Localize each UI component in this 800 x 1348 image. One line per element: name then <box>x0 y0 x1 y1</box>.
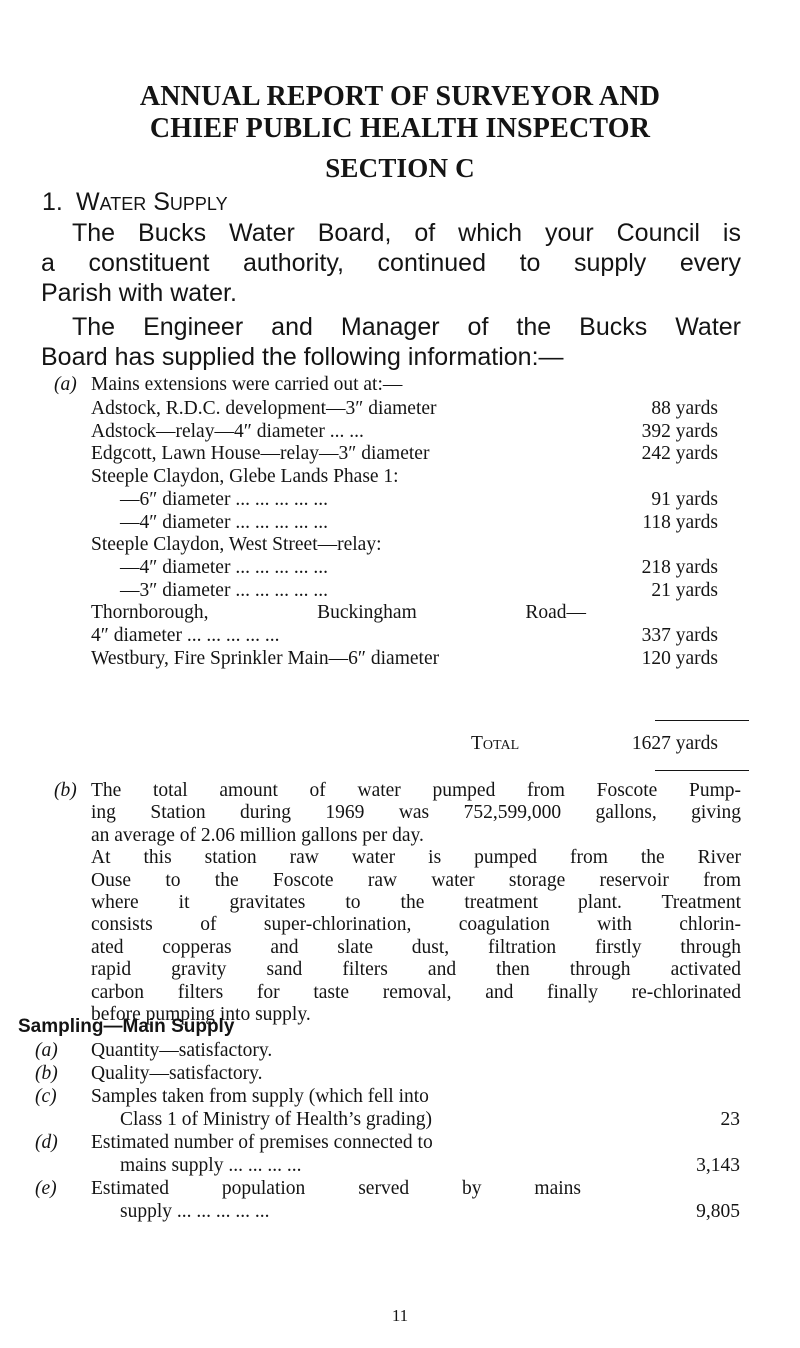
sampling-marker: (c) <box>35 1086 57 1107</box>
sampling-marker: (b) <box>35 1063 58 1084</box>
mains-row-label: Westbury, Fire Sprinkler Main—6″ diameter <box>91 647 440 669</box>
pumping-line: rapid gravity sand filters and then through activated <box>91 959 741 981</box>
report-title-line2: CHIEF PUBLIC HEALTH INSPECTOR <box>149 113 651 144</box>
intro-line: Parish with water. <box>41 279 237 307</box>
sampling-text-cont: Class 1 of Ministry of Health’s grading) <box>120 1109 432 1130</box>
pumping-line: The total amount of water pumped from Foscote Pump- <box>91 780 741 801</box>
total-rule-bottom <box>655 770 749 771</box>
sampling-text: Estimated population served by mains <box>91 1178 581 1199</box>
report-title-line1: ANNUAL REPORT OF SURVEYOR AND <box>139 81 661 112</box>
sampling-text-cont: mains supply ... ... ... ... <box>120 1155 302 1176</box>
mains-row-value: 91 yards <box>651 488 718 510</box>
mains-row-value: 88 yards <box>651 398 718 419</box>
pumping-line: Ouse to the Foscote raw water storage reservoir from <box>91 869 741 891</box>
mains-row-label: Steeple Claydon, West Street—relay: <box>91 534 382 556</box>
sampling-value: 23 <box>720 1109 740 1130</box>
mains-row-label: —3″ diameter ... ... ... ... ... <box>120 579 328 601</box>
mains-intro: Mains extensions were carried out at:— <box>91 374 403 395</box>
mains-row-label: —6″ diameter ... ... ... ... ... <box>120 488 328 510</box>
mains-row-label: 4″ diameter ... ... ... ... ... <box>91 625 280 646</box>
pumping-line: ated copperas and slate dust, filtration firstly through <box>91 936 741 958</box>
mains-row-label: —4″ diameter ... ... ... ... ... <box>120 556 328 578</box>
mains-row-value: 21 yards <box>651 579 718 601</box>
mains-row-label: —4″ diameter ... ... ... ... ... <box>120 511 328 533</box>
mains-marker: (a) <box>54 374 77 395</box>
mains-row-label: Edgcott, Lawn House—relay—3″ diameter <box>91 443 430 465</box>
water-supply-number: 1. <box>42 188 63 216</box>
pumping-line: carbon filters for taste removal, and finally re-chlorinated <box>91 981 741 1003</box>
pumping-line: At this station raw water is pumped from the River <box>91 847 741 869</box>
mains-row-value: 392 yards <box>641 420 718 442</box>
sampling-value: 9,805 <box>696 1201 740 1222</box>
mains-row-label: Steeple Claydon, Glebe Lands Phase 1: <box>91 466 399 488</box>
mains-row-value: 120 yards <box>641 647 718 669</box>
sampling-heading: Sampling—Main Supply <box>18 1016 235 1037</box>
page-number: 11 <box>391 1306 409 1325</box>
mains-row-label: Adstock, R.D.C. development—3″ diameter <box>91 398 437 419</box>
pumping-line: where it gravitates to the treatment plant. Treatment <box>91 892 741 913</box>
pumping-line: an average of 2.06 million gallons per day. <box>91 824 424 846</box>
water-supply-heading: Water Supply <box>76 188 228 216</box>
sampling-text: Samples taken from supply (which fell into <box>91 1086 429 1107</box>
total-rule-top <box>655 720 749 721</box>
pumping-marker: (b) <box>54 780 77 801</box>
sampling-text: Quantity—satisfactory. <box>91 1040 273 1061</box>
sampling-text: Quality—satisfactory. <box>91 1063 263 1084</box>
total-value: 1627 yards <box>631 733 718 754</box>
sampling-text: Estimated number of premises connected to <box>91 1132 433 1153</box>
mains-row-value: 218 yards <box>641 556 718 578</box>
total-label: Total <box>471 733 520 754</box>
sampling-marker: (d) <box>35 1132 58 1153</box>
intro-line: a constituent authority, continued to supply every <box>41 249 741 277</box>
engineer-line: Board has supplied the following information:— <box>41 343 564 371</box>
intro-paragraph <box>41 218 741 308</box>
pumping-line: before pumping into supply. <box>91 1004 311 1025</box>
engineer-paragraph <box>41 312 741 372</box>
pumping-line: ing Station during 1969 was 752,599,000 gallons, giving <box>91 802 741 824</box>
sampling-marker: (e) <box>35 1178 57 1199</box>
intro-line: The Bucks Water Board, of which your Council is <box>72 219 741 247</box>
engineer-line: The Engineer and Manager of the Bucks Water <box>72 313 741 341</box>
mains-row-value: 242 yards <box>641 443 718 465</box>
mains-row-label: Thornborough, Buckingham Road— <box>91 602 586 624</box>
sampling-value: 3,143 <box>696 1155 740 1176</box>
sampling-marker: (a) <box>35 1040 58 1061</box>
mains-row-value: 118 yards <box>642 511 718 533</box>
sampling-text-cont: supply ... ... ... ... ... <box>120 1201 270 1222</box>
mains-row-value: 337 yards <box>641 625 718 646</box>
mains-row-label: Adstock—relay—4″ diameter ... ... <box>91 420 364 442</box>
section-heading: SECTION C <box>325 153 475 183</box>
pumping-line: consists of super-chlorination, coagulation with chlorin- <box>91 914 741 936</box>
